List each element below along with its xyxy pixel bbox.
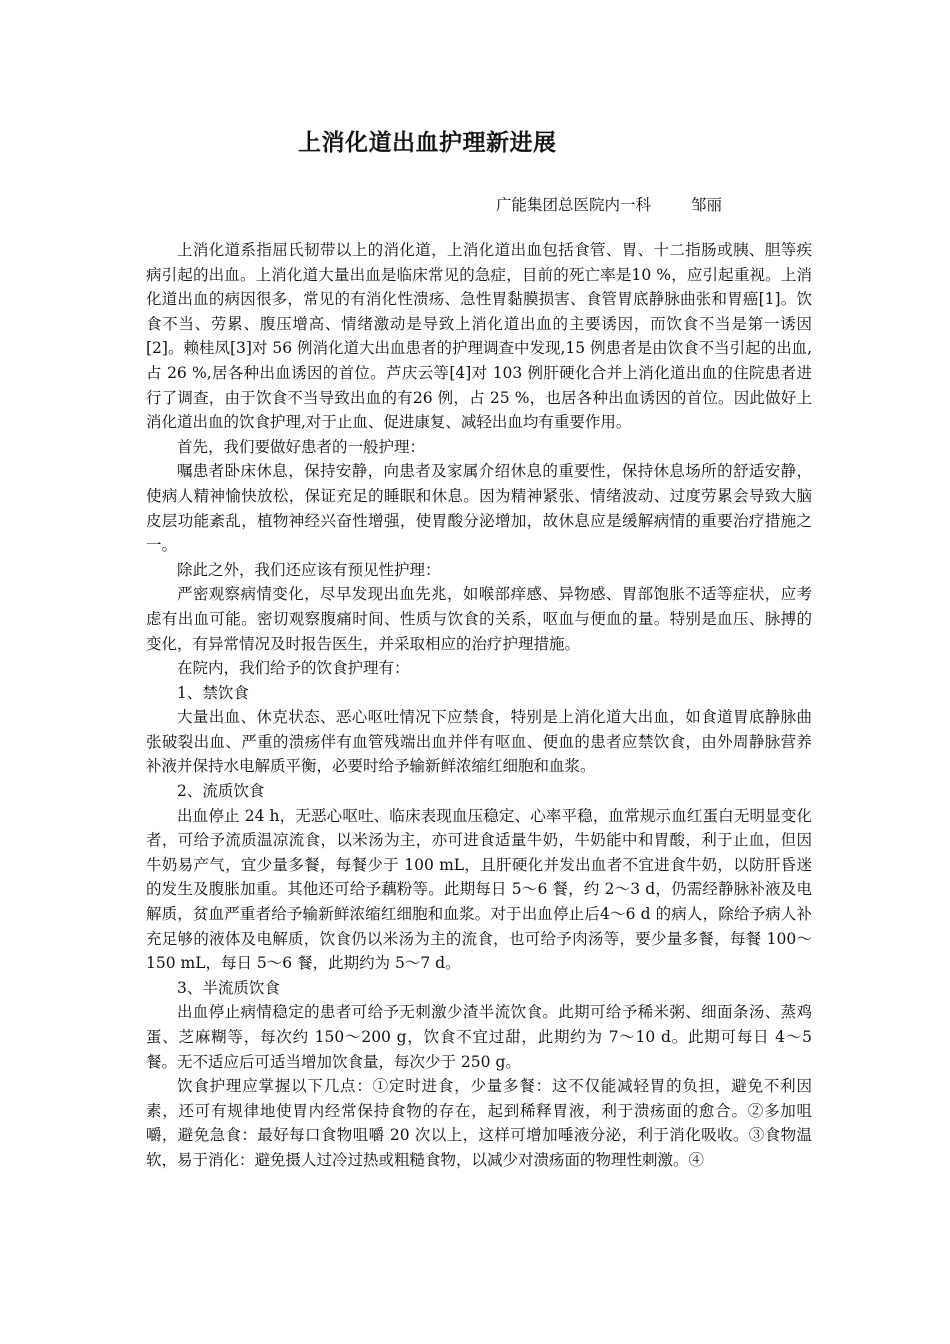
paragraph-predictive-care-lead: 除此之外，我们还应该有预见性护理： — [177, 560, 441, 579]
section-heading-fasting: 1、禁饮食 — [177, 683, 249, 702]
paragraph-predictive-care: 严密观察病情变化，尽早发现出血先兆，如喉部痒感、异物感、胃部饱胀不适等症状，应考虑有出血可能。密切观察腹痛时间、性质与饮食的关系，呕血与便血的量。特别是血压、脉搏的变化，有异常情况及时报告医生，并采取相应的治疗护理措施。 — [146, 585, 812, 653]
affiliation: 广能集团总医院内一科 — [496, 196, 652, 214]
paragraph-semi-liquid-diet: 出血停止病情稳定的患者可给予无刺激少渣半流饮食。此期可给予稀米粥、细面条汤、蒸鸡蛋、芝麻糊等，每次约 150～200 g，饮食不宜过甜，此期约为 7～10 d。此期可每日 4～5 餐。无不适应后可适当增加饮食量，每次少于 250 g。 — [146, 1003, 812, 1071]
paragraph-liquid-diet: 出血停止 24 h，无恶心呕吐、临床表现血压稳定、心率平稳，血常规示血红蛋白无明显变化者，可给予流质温凉流食，以米汤为主，亦可进食适量牛奶，牛奶能中和胃酸，利于止血，但因牛奶易产气，宜少量多餐，每餐少于 100 mL，且肝硬化并发出血者不宜进食牛奶，以防肝昏迷的发生及腹胀加重。其他还可给予藕粉等。此期每日 5～6 餐，约 2～3 d，仍需经静脉补液及电解质，贫血严重者给予输新鲜浓缩红细胞和血浆。对于出血停止后4～6 d 的病人，除给予病人补充足够的液体及电解质，饮食仍以米汤为主的流食，也可给予肉汤等，要少量多餐，每餐 100～150 mL，每日 5～6 餐，此期约为 5～7 d。 — [146, 806, 812, 973]
paragraph-fasting: 大量出血、休克状态、恶心呕吐情况下应禁食，特别是上消化道大出血，如食道胃底静脉曲张破裂出血、严重的溃疡伴有血管残端出血并伴有呕血、便血的患者应禁饮食，由外周静脉营养补液并保持水电解质平衡，必要时给予输新鲜浓缩红细胞和血浆。 — [146, 708, 812, 776]
author: 邹丽 — [691, 196, 723, 214]
article-title: 上消化道出血护理新进展 — [298, 130, 557, 156]
paragraph-general-care: 嘱患者卧床休息，保持安静，向患者及家属介绍休息的重要性，保持休息场所的舒适安静，使病人精神愉快放松，保证充足的睡眠和休息。因为精神紧张、情绪波动、过度劳累会导致大脑皮层功能紊乱，植物神经兴奋性增强，使胃酸分泌增加，故休息应是缓解病情的重要治疗措施之一。 — [146, 462, 812, 555]
section-heading-semi-liquid-diet: 3、半流质饮食 — [177, 978, 280, 997]
paragraph-diet-principles: 饮食护理应掌握以下几点：①定时进食，少量多餐：这不仅能减轻胃的负担，避免不利因素，还可有规律地使胃内经常保持食物的存在，起到稀释胃液，利于溃疡面的愈合。②多加咀嚼，避免急食：最好每口食物咀嚼 20 次以上，这样可增加唾液分泌，利于消化吸收。③食物温软，易于消化：避免摄人过冷过热或粗糙食物，以减少对溃疡面的物理性刺激。④ — [146, 1077, 812, 1169]
article-body — [146, 238, 812, 1173]
section-heading-liquid-diet: 2、流质饮食 — [177, 782, 265, 801]
paragraph-general-care-lead: 首先，我们要做好患者的一般护理： — [177, 437, 426, 456]
paragraph-intro: 上消化道系指屈氏韧带以上的消化道，上消化道出血包括食管、胃、十二指肠或胰、胆等疾病引起的出血。上消化道大量出血是临床常见的急症，目前的死亡率是10 %，应引起重视。上消化道出血的病因很多，常见的有消化性溃疡、急性胃黏膜损害、食管胃底静脉曲张和胃癌[1]。饮食不当、劳累、腹压增高、情绪激动是导致上消化道出血的主要诱因，而饮食不当是第一诱因[2]。赖桂凤[3]对 56 例消化道大出血患者的护理调查中发现,15 例患者是由饮食不当引起的出血,占 26 %,居各种出血诱因的首位。芦庆云等[4]对 103 例肝硬化合并上消化道出血的住院患者进行了调查，由于饮食不当导致出血的有26 例，占 25 %，也居各种出血诱因的首位。因此做好上消化道出血的饮食护理,对于止血、促进康复、减轻出血均有重要作用。 — [146, 241, 812, 432]
paragraph-diet-care-lead: 在院内，我们给予的饮食护理有： — [177, 659, 410, 678]
byline — [496, 193, 722, 215]
